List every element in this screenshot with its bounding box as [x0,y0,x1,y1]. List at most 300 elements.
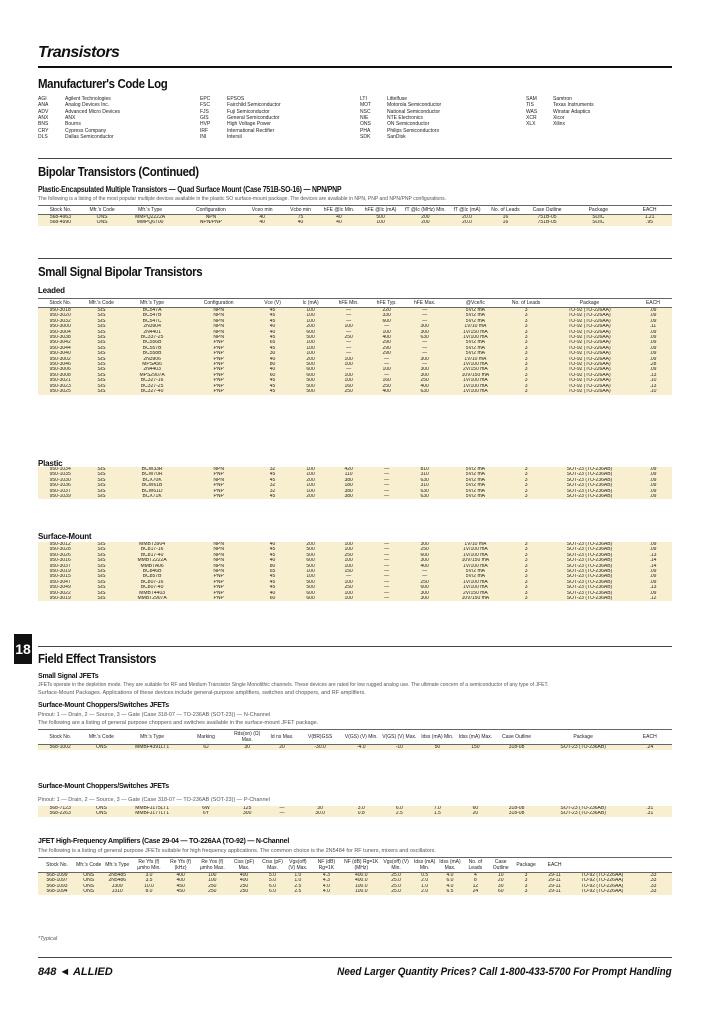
table-cell: SOT-23 (TO-236AB) [566,563,613,569]
table-cell: MMBTA06 [140,563,164,569]
table-cell: SIS [97,345,106,351]
table-cell: SOT-23 (TO-236AB) [566,542,613,547]
table-cell: SIS [97,307,106,313]
table-cell: 200 [306,324,315,330]
table-cell: 950-3021 [49,378,71,384]
table-cell: 5V/2 mA [465,483,485,489]
column-header: Mfr.'s Code [82,299,120,308]
table-cell: 568-1093 [46,883,68,889]
table-cell: NPN [213,329,224,335]
table-cell: 3 [524,356,528,362]
column-header: Vgs(off) (V) Min. [380,858,412,873]
table-cell: .11 [649,324,657,330]
table-cell: 950-3032 [49,318,71,324]
table-cell: SOT-23 (TO-236AB) [566,467,613,472]
bipolar-table [38,205,672,226]
table-cell: 5V/2 mA [465,340,485,346]
table-cell: 5V/2 mA [465,569,485,575]
table-cell: PNP [213,362,224,368]
table-cell: 80 [269,563,276,569]
table-cell: PNP [213,356,224,362]
table-cell: 950-3040 [49,351,71,357]
plastic-table [38,467,672,499]
column-header: Case Outline [525,206,570,215]
mfr-code-list [38,96,672,146]
table-cell: SOT-23 (TO-236AB) [560,811,606,817]
table-cell: 568-1097 [46,878,68,884]
table-cell: 318-08 [508,806,525,811]
table-cell: 950-3046 [49,362,71,368]
column-header: Vceo min [243,206,281,215]
mfr-name: Littelfuse [387,96,408,102]
table-cell: BC846B [142,569,162,575]
table-cell: MMBT4403 [139,590,166,596]
switch2-pinout: Pinout: 1 — Drain, 2 — Source, 3 — Gate (Case 318-07 — TO-236AB (SOT-23)) — P-Channel [38,797,270,803]
table-cell: 5V/2 mA [465,488,485,494]
table-cell: SIS [97,563,106,569]
table-cell: BCW33R [141,467,163,472]
table-cell: 568-4963 [49,214,71,220]
table-cell: 6J [203,744,209,750]
table-cell: 40 [259,220,265,226]
table-cell: 330 [382,313,391,319]
mfr-name: Dallas Semiconductor [65,133,114,140]
table-cell: PNP [213,389,224,395]
table-cell: SIS [97,313,106,319]
table-cell: — [384,585,390,591]
table-cell: BC327-16 [140,378,164,384]
table-cell: 1V/100 mA [463,362,488,368]
table-cell: .09 [649,318,657,324]
table-cell: 4.0 [446,883,454,889]
table-row [38,811,672,816]
mfr-name: Agilent Technologies [65,96,111,102]
table-cell: 400 [239,878,249,884]
table-cell: 29-11 [548,872,561,878]
table-cell: MMBT2907A [137,596,167,602]
table-cell: .09 [649,329,657,335]
table-cell: 450 [176,889,185,895]
table-cell: ONS [83,878,95,884]
table-cell: 1.0 [294,878,302,884]
table-cell: BC807-16 [140,579,164,585]
table-cell: — [346,351,352,357]
table-cell: SIS [97,467,106,472]
table-cell: 600 [382,318,391,324]
table-cell: .09 [649,351,657,357]
table-cell: .09 [649,467,657,472]
table-cell: 5V/2 mA [465,477,485,483]
column-header: Mfr.'s Type [120,730,183,745]
table-cell: 3 [524,494,528,500]
table-cell: 250 [344,585,353,591]
table-cell: 250 [208,889,217,895]
table-cell: 300 [420,324,429,330]
column-header: hFE Max. [406,299,444,308]
table-cell: 100 [306,351,315,357]
table-cell: 100 [344,378,353,384]
column-header: Stock No. [38,299,82,308]
smt-label: Surface-Mount [38,532,92,541]
column-header: Re Yos (f) µmho Max. [196,858,228,873]
table-cell: SOT-23 (TO-236AB) [560,744,606,750]
table-cell: NPN [213,335,224,341]
table-cell: 2N4403 [143,367,161,373]
column-header: NF (dB) Rg=1K (MHz) [344,859,379,871]
table-cell: — [346,574,352,580]
column-header: V(GS) (V) Min. [342,730,380,745]
table-cell: .28 [649,362,657,368]
mfr-code: XCR [526,114,537,121]
table-cell: 3 [524,329,528,335]
table-cell: 45 [269,494,276,500]
table-cell: SIS [97,324,106,330]
table-cell: 950-1036 [49,483,71,489]
table-cell: 500 [306,579,315,585]
table-cell: MPSA56 [142,362,162,368]
table-cell: 600 [420,585,429,591]
table-cell: 300 [420,367,429,373]
table-cell: 3 [524,389,528,395]
column-header: Idss (mA) Max. [456,730,494,745]
table-cell: NPN [213,558,224,564]
table-cell: NPN [213,477,224,483]
table-cell: SOT-23 (TO-236AB) [566,569,613,575]
table-cell: ONS [95,744,107,750]
table-cell: 568-1094 [46,889,68,895]
table-cell: — [384,590,390,596]
table-cell: MMBFJ177LT1 [135,811,169,817]
table-cell: PNP [213,494,224,500]
table-cell: PNP [213,351,224,357]
table-cell: 950-3019 [49,596,71,602]
table-cell: 40 [336,214,342,220]
table-cell: 250 [344,335,353,341]
switch-title: Surface-Mount Choppers/Switches JFETs [38,702,169,709]
table-cell: 60 [472,806,479,811]
table-cell: 1.5 [433,811,441,817]
table-cell: BC558B [142,351,162,357]
table-cell: — [346,367,352,373]
table-cell: 950-3037 [49,563,71,569]
table-cell: 5V/2 mA [465,351,485,357]
table-cell: 500 [306,378,315,384]
table-cell: 45 [269,318,276,324]
table-cell: 6.5 [446,889,454,895]
table-cell: 7.0 [433,806,441,811]
column-header: Re Yfs (f) µmho Min. [133,858,165,873]
table-cell: SIS [97,389,106,395]
table-cell: 16 [502,220,509,226]
table-cell: 40 [269,329,276,335]
table-cell: NPN [213,569,224,575]
table-cell: SIS [97,472,106,478]
table-cell: 3 [524,883,528,889]
table-cell: PNP [213,472,224,478]
table-cell: .13 [649,372,657,378]
table-cell: 250 [344,389,353,395]
table-cell: 3 [524,324,528,330]
table-cell: 1V/100 mA [463,335,488,341]
table-cell: 100.0 [354,889,368,895]
table-cell: SIS [97,494,106,500]
column-header: V(BR)GSS [298,730,342,745]
table-cell: 100 [344,362,353,368]
mfr-name: Intersil [227,133,242,140]
table-cell: 290 [382,340,391,346]
table-cell: .09 [649,590,657,596]
mfr-code: ADV [38,108,49,115]
table-cell: 2V/150 mA [463,367,488,373]
table-cell: 3 [524,542,528,547]
table-cell: PNP [213,367,224,373]
table-cell: -30.0 [314,744,326,750]
table-cell: 65 [269,340,276,346]
table-cell: 1V/100 mA [463,389,488,395]
table-cell: SOT-23 (TO-236AB) [566,552,613,558]
table-cell: 250 [239,883,249,889]
table-cell: 950-3019 [49,569,71,575]
table-cell: 100 [344,324,353,330]
table-cell: .09 [649,569,657,575]
mfr-name: General Semiconductor [227,114,280,121]
column-header: hFE @Ic (mA) [358,206,403,215]
table-cell: SIS [97,335,106,341]
table-cell: 400 [420,383,429,389]
table-cell: 100 [208,872,217,878]
mfr-code: LTI [360,96,367,102]
table-cell: TO-92 (TO-226AA) [568,356,611,362]
table-cell: 500 [306,389,315,395]
table-cell: 1V/10 mA [464,356,487,362]
table-cell: — [422,351,428,357]
table-cell: 950-3028 [49,547,71,553]
table-cell: 300 [420,542,429,547]
table-cell: 500 [306,335,315,341]
table-cell: SIS [97,585,106,591]
table-cell: 950-3023 [49,383,71,389]
table-cell: .09 [649,494,657,500]
table-cell: BC807-40 [140,585,164,591]
table-cell: 4 [473,872,477,878]
mfr-name: NTE Electronics [387,114,423,121]
table-cell: 3 [524,596,528,602]
table-cell: — [422,574,428,580]
table-cell: 5V/2 mA [465,313,485,319]
table-cell: BCW61D [141,488,163,494]
table-cell: BCX71K [142,494,162,500]
mfr-name: SanDisk [387,133,406,140]
column-header: Case Outline [488,858,513,873]
table-cell: SOT-23 (TO-236AB) [566,472,613,478]
table-cell: 2N3906 [143,356,161,362]
table-cell: 25.0 [391,889,401,895]
table-cell: 2.0 [421,889,429,895]
table-cell: 40 [269,367,276,373]
table-cell: .09 [649,340,657,346]
table-cell: 45 [269,552,276,558]
table-cell: — [279,811,285,817]
column-header: fT @Ic (mA) [448,206,486,215]
table-cell: SIS [97,477,106,483]
table-cell: 3 [524,307,528,313]
table-cell: 40 [269,558,276,564]
mfr-name: Samtron [553,96,572,102]
table-cell: 318-08 [508,811,525,817]
table-cell: 500 [306,383,315,389]
hf-title: JFET High-Frequency Amplifiers (Case 29-04 — TO-226AA (TO-92) — N-Channel [38,838,290,845]
table-cell: — [384,542,390,547]
table-cell: 30 [269,351,276,357]
mfr-code: TIS [526,102,534,109]
table-cell: ONS [96,220,108,226]
table-cell: 45 [269,383,276,389]
table-cell: 3 [524,318,528,324]
title-rule [38,66,672,68]
table-cell: 500 [306,585,315,591]
table-cell: PNP [213,340,224,346]
table-cell: SIS [97,558,106,564]
table-cell: 75 [297,214,304,220]
table-cell: 250 [344,552,353,558]
footnote: *Typical [38,936,58,942]
column-header: Package [545,299,634,308]
table-cell: — [422,569,428,575]
table-cell: 200 [306,356,315,362]
table-cell: .09 [649,335,657,341]
table-cell: 5.0 [269,872,276,878]
table-cell: 6.0 [446,878,454,884]
table-cell: BC556B [142,340,162,346]
table-cell: 400 [382,389,391,395]
mfr-name: Motorola Semiconductor [387,102,442,109]
mfr-code: ANX [38,114,49,121]
table-cell: 45 [269,547,276,553]
hf-desc: The following is a listing of general purpose JFETs suitable for high frequency applications. The common choice is the 2N5484 for RF tuners, mixers and oscillators. [38,848,436,854]
mfr-name: Xicor [553,114,565,121]
table-cell: ONS [95,811,107,817]
table-cell: 45 [269,307,276,313]
table-row [38,745,672,751]
table-cell: — [384,569,390,575]
table-cell: 10V/150 mA [461,558,490,564]
table-cell: SOT-23 (TO-236AB) [566,483,613,489]
table-cell: 100 [382,367,391,373]
table-cell: 380 [344,477,353,483]
column-header: Idss (mA) Max. [439,859,461,871]
mfr-name: Xilinx [553,121,565,128]
section-tab: 18 [14,634,32,664]
table-cell: MMPQ2222A [135,214,166,220]
table-cell: 100 [306,467,315,472]
table-cell: MMBT2222A [137,558,167,564]
table-cell: .13 [649,585,657,591]
table-cell: TO-92 (TO-226AA) [568,340,611,346]
table-cell: 600 [306,596,315,602]
table-cell: 600 [306,372,315,378]
table-cell: 30 [244,744,250,750]
table-cell: 0.8 [357,811,365,817]
jfet-label: Small Signal JFETs [38,673,99,680]
mfr-name: Philips Semiconductors [387,127,439,134]
table-cell: 29-11 [548,889,561,895]
table-cell: .09 [649,574,657,580]
table-cell: 950-3049 [49,585,71,591]
table-cell: 25.0 [391,872,401,878]
table-cell: 400 [420,563,429,569]
table-cell: — [384,477,390,483]
table-cell: NPN [213,318,224,324]
table-cell: 5V/2 mA [465,494,485,500]
mfr-code: BNS [38,121,49,128]
table-cell: 300 [420,558,429,564]
switch-table [38,729,672,750]
table-cell: .95 [646,220,654,226]
table-cell: 1V/100 mA [463,383,488,389]
table-cell: 8.0 [145,889,153,895]
bipolar-subtitle: Plastic-Encapsulated Multiple Transistors — Quad Surface Mount (Case 751B-SO-16) — NPN/PNP [38,185,342,194]
table-cell: SIS [97,596,106,602]
table-cell: — [346,318,352,324]
jfet-desc-2: Surface-Mount Packages. Applications of these devices include general-purpose amplifiers, switches and choppers, and RF amplifiers. [38,690,366,696]
mfr-code: SDK [360,133,371,140]
column-header: Mfr.'s Code [82,730,120,745]
table-cell: 2N5486 [108,878,126,884]
table-cell: NPN/PNP [199,220,222,226]
table-cell: ONS [83,883,95,889]
table-cell: 950-3015 [49,574,71,580]
table-cell: 200 [421,214,430,220]
table-cell: — [384,472,390,478]
table-cell: SOT-23 (TO-236AB) [566,585,613,591]
table-cell: 6.0 [269,883,276,889]
table-cell: 950-3022 [49,590,71,596]
table-cell: 200 [306,542,315,547]
table-cell: 100 [382,329,391,335]
column-header: EACH [634,299,672,308]
table-cell: 3 [524,383,528,389]
table-cell: 100 [306,313,315,319]
table-cell: 3 [524,574,528,580]
table-cell: 3.5 [145,878,153,884]
column-header: Idss (mA) Min. [413,859,436,871]
table-cell: 110 [344,472,353,478]
table-cell: 100 [344,547,353,553]
switch-desc: The following are a listing of general purpose choppers and switches available in the surface-mount JFET package. [38,720,319,726]
table-cell: — [346,313,352,319]
table-cell: PNP [213,372,224,378]
table-cell: 3 [524,335,528,341]
table-cell: NPN [213,547,224,553]
table-cell: 80 [269,362,276,368]
table-cell: 40 [297,220,304,226]
table-cell: 751B-05 [537,220,557,226]
table-cell: 100 [306,318,315,324]
table-cell: 310 [420,483,429,489]
table-cell: .31 [646,806,654,811]
column-header: Package [513,858,538,873]
table-cell: 0.5 [421,872,429,878]
table-cell: 380 [344,494,353,500]
table-cell: 160 [382,378,391,384]
table-cell: BCW70R [141,472,163,478]
table-cell: 950-3016 [49,558,71,564]
table-cell: 3 [524,889,528,895]
table-cell: — [384,574,390,580]
table-cell: .09 [649,356,657,362]
column-header: hFE Typ. [368,299,406,308]
table-cell: 950-3026 [49,552,71,558]
